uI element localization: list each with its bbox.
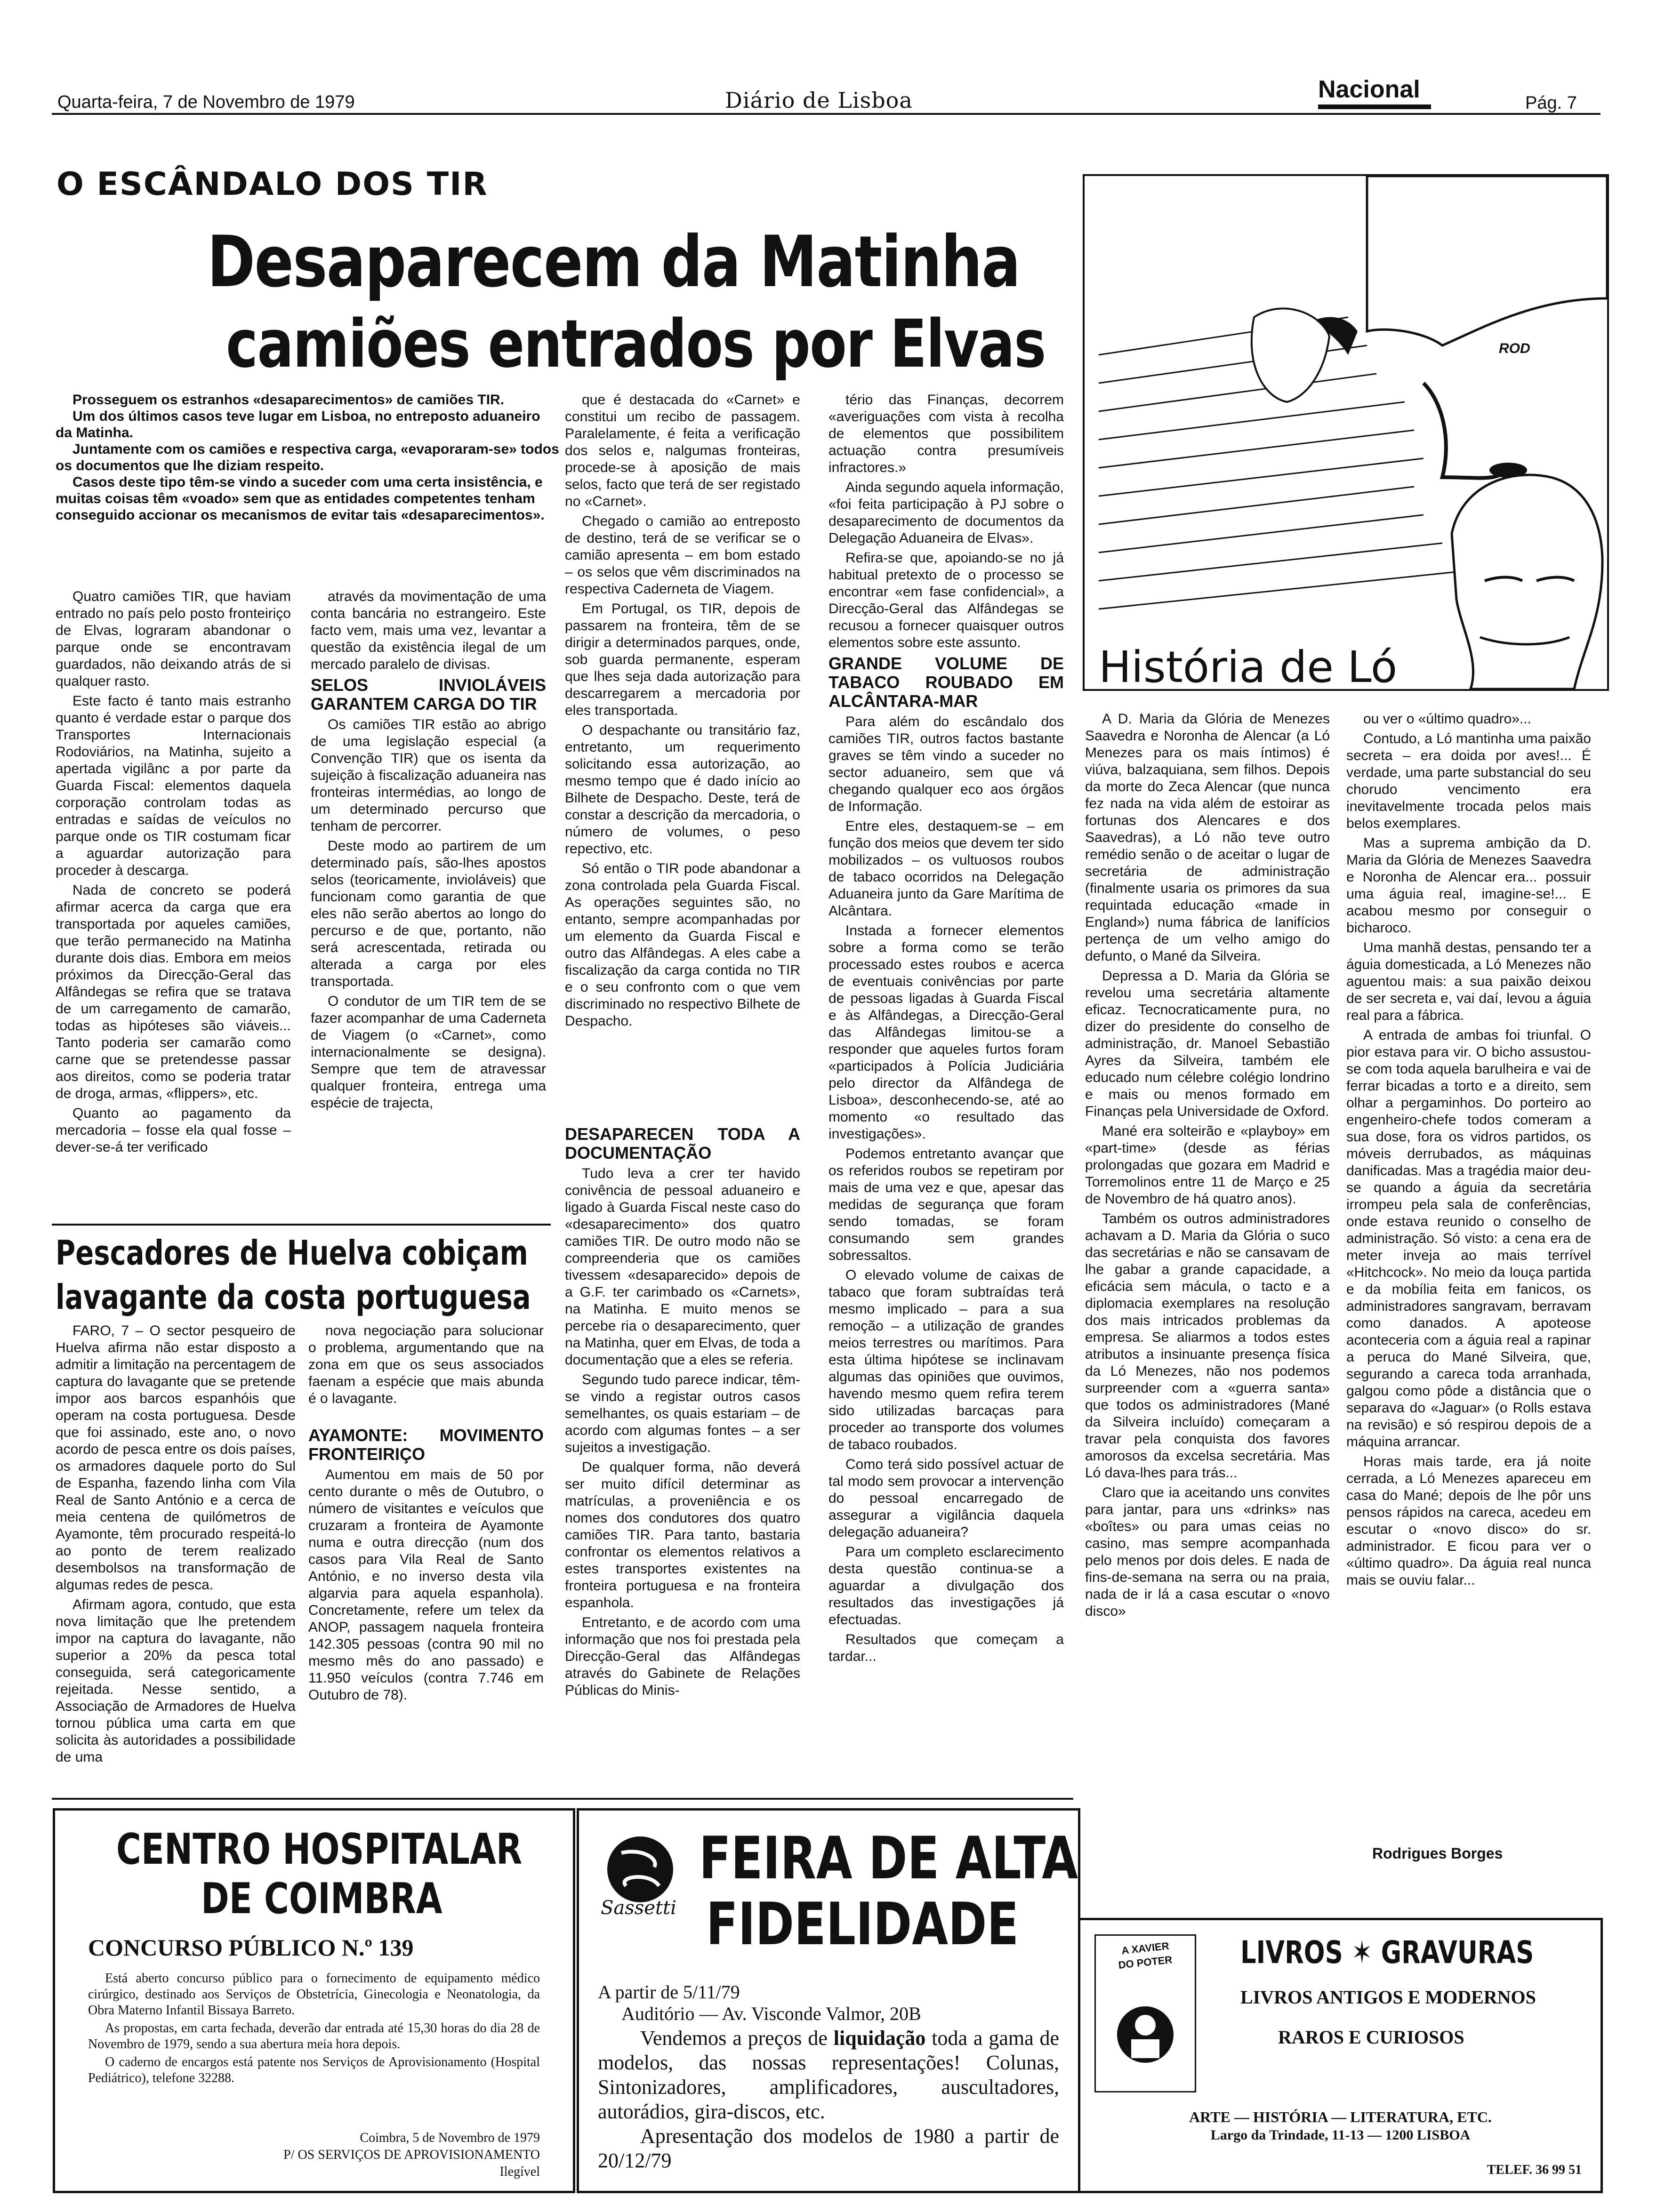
body-paragraph: Este facto é tanto mais estranho quanto é verdade estar o parque dos Transportes Internacionais Rodoviários, na Matinha, sujeito a apertada vigilânc a por parte da Guarda Fiscal: elementos daquela corporação controlam todas as entradas e saídas de veículos no parque onde os TIR costumam ficar a aguardar autorização para proceder à descarga. xyxy=(56,693,291,878)
huelva-headline-2: lavagante da costa portuguesa xyxy=(56,1277,531,1317)
sassetti-title-1: FEIRA DE ALTA xyxy=(699,1825,1078,1892)
body-paragraph: Refira-se que, apoiando-se no já habitual pretexto de o processo se encontrar «em fase confidencial», a Direcção-Geral das Alfândegas se recusou a fornecer quaisquer outros elementos sobre este assunto. xyxy=(828,550,1064,650)
livros-title: LIVROS ✶ GRAVURAS xyxy=(1240,1934,1534,1971)
sassetti-body xyxy=(598,2026,1059,2173)
body-paragraph: A entrada de ambas foi triunfal. O pior estava para vir. O bicho assustou-se com toda aquela barulheira e vai de ferrar bicadas a torto e a direito, sem olhar a pergaminhos. Do porteiro ao engenheiro-chefe todos comeram a sua dose, fora os vidros partidos, os móveis derrubados, as máquinas danificadas. Mas a tragédia maior deu-se quando a águia da secretária irrompeu pela sala de conferências, onde estava reunido o conselho de administração. Só visto: a cena era de meter inveja ao mais terrível «Hitchcock». No meio da louça partida e da mobília feita em fanicos, os administradores sangravam, berravam como danados. A apoteose aconteceria com a águia real a rapinar a peruca do Mané Silveira, que, segurando a careca toda arranhada, galgou como pôde a distância que o separava do «Jaguar» (o Rolls estava na revisão) e só respirou depois de a máquina arrancar. xyxy=(1346,1027,1591,1450)
body-paragraph: Uma manhã destas, pensando ter a águia domesticada, a Ló Menezes não aguentou mais: a sua paixão deixou de ser secreta e, vai daí, levou a águia real para a fábrica. xyxy=(1346,940,1591,1023)
body-paragraph: Aumentou em mais de 50 por cento durante o mês de Outubro, o número de visitantes e veículos que cruzaram a fronteira de Ayamonte numa e outra direcção (num dos casos para Vila Real de Santo António, e no inverso desta vila algarvia para aquela espanhola). Concretamente, refere um telex da ANOP, passagem naquela fronteira 142.305 pessoas (contra 90 mil no mesmo mês do ano passado) e 11.950 veículos (contra 7.746 em Outubro de 78). xyxy=(308,1467,544,1703)
livros-logo-figure xyxy=(1105,1978,1185,2082)
column-title: História de Ló xyxy=(1094,642,1402,691)
hospital-signature: Ilegível xyxy=(499,2164,540,2179)
body-paragraph: Para um completo esclarecimento desta questão continua-se a aguardar a divulgação dos resultados das investigações já efectuadas. xyxy=(828,1544,1064,1627)
main-column-3b xyxy=(565,1125,800,1784)
sassetti-presentation: Apresentação dos modelos de 1980 a partir de 20/12/79 xyxy=(598,2124,1059,2172)
body-paragraph: Depressa a D. Maria da Glória se revelou uma secretária altamente eficaz. Tecnocraticamente pura, no dizer do presidente do conselho de administração, dr. Manoel Sebastião Ayres da Silveira, também ele educado num célebre colégio londrino e mais ou menos formado em Finanças pela Universidade de Oxford. xyxy=(1085,968,1330,1119)
lead-paragraph: Um dos últimos casos teve lugar em Lisboa, no entreposto aduaneiro da Matinha. xyxy=(56,409,540,441)
body-paragraph: Podemos entretanto avançar que os referidos roubos se repetiram por mais de uma vez e que, apesar das medidas de segurança que foram sendo tomadas, se foram consumando sem grandes sobressaltos. xyxy=(828,1146,1064,1263)
body-paragraph: que é destacada do «Carnet» e constitui um recibo de passagem. Paralelamente, é feita a verificação dos selos e, nalgumas fronteiras, procede-se à aposição de mais selos, facto que terá de ser registado no «Carnet». xyxy=(565,392,800,509)
sassetti-brand: Sassetti xyxy=(601,1897,676,1919)
subhead-tabaco: GRANDE VOLUME DE TABACO ROUBADO EM ALCÂNTARA-MAR xyxy=(828,654,1064,711)
sassetti-body-rest: toda a gama de modelos, das nossas representações! Colunas, Sintonizadores, amplificadores, auscultadores, autorádios, gira-discos, etc. xyxy=(598,2027,1060,2123)
body-paragraph: Resultados que começam a tardar... xyxy=(828,1632,1064,1664)
body-paragraph: Só então o TIR pode abandonar a zona controlada pela Guarda Fiscal. As operações seguintes são, no entanto, sempre acompanhadas por um elemento da Guarda Fiscal e outro das Alfândegas. A eles cabe a fiscalização da carga contida no TIR e o seu confronto com o que vem discriminado no respectivo Bilhete de Despacho. xyxy=(565,861,800,1029)
ads-top-rule xyxy=(52,1798,1073,1800)
body-paragraph: Segundo tudo parece indicar, têm-se vindo a registar outros casos semelhantes, os quais estariam – de acordo com algumas fontes – a ser sujeitos a investigação. xyxy=(565,1372,800,1455)
lead-paragraphs xyxy=(56,392,559,570)
hospital-body xyxy=(88,1971,540,2088)
body-paragraph: Claro que ia aceitando uns convites para jantar, para uns «drinks» nas «boîtes» ou para umas ceias no casino, mas sempre acompanhada pelo menos por dois deles. E nada de fins-de-semana na serra ou na praia, nada de ir lá a casa escutar o «novo disco» xyxy=(1085,1485,1330,1619)
body-paragraph: Em Portugal, os TIR, depois de passarem na fronteira, têm de se dirigir a determinados parques, onde, sob guarda permanente, esperam que lhes seja dada autorização para descarregarem a mercadoria por eles transportada. xyxy=(565,601,800,718)
body-paragraph: através da movimentação de uma conta bancária no estrangeiro. Este facto vem, mais uma vez, levantar a questão da existência ilegal de um mercado paralelo de divisas. xyxy=(311,589,546,672)
main-column-4 xyxy=(828,392,1064,1785)
body-paragraph: Quanto ao pagamento da mercadoria – fosse ela qual fosse – dever-se-á ter verificado xyxy=(56,1106,291,1155)
body-paragraph: Tudo leva a crer ter havido conivência de pessoal aduaneiro e ligado à Guarda Fiscal neste caso do «desaparecimento» dos quatro camiões TIR. De outro modo não se compreenderia que os camiões tivessem «desaparecido» depois de a G.F. ter carimbado os «Carnets», na Matinha. E muito menos se percebe ria o desaparecimento, quer na Matinha, quer em Elvas, de toda a documentação que a eles se referia. xyxy=(565,1166,800,1368)
livros-line-1: LIVROS ANTIGOS E MODERNOS xyxy=(1240,1987,1536,2008)
livros-line-2: RAROS E CURIOSOS xyxy=(1278,2027,1464,2048)
body-paragraph: ou ver o «último quadro»... xyxy=(1363,711,1531,727)
livros-line-3: ARTE — HISTÓRIA — LITERATURA, ETC. xyxy=(1189,2108,1492,2125)
cartoon-illustration xyxy=(1083,174,1609,691)
section-name: Nacional xyxy=(1318,76,1420,103)
body-paragraph: Entre eles, destaquem-se – em função dos meios que devem ter sido mobilizados – os vultuosos roubos de tabaco ocorridos na Delegação Aduaneira junto da Gare Marítima de Alcântara. xyxy=(828,818,1064,919)
livros-logo-text-2: DO POTER xyxy=(1118,1954,1173,1971)
header-rule xyxy=(52,113,1601,115)
sassetti-title-2: FIDELIDADE xyxy=(706,1891,1019,1958)
subhead-documentacao: DESAPARECEN TODA A DOCUMENTAÇÃO xyxy=(565,1125,800,1162)
livros-logo xyxy=(1094,1934,1196,2092)
body-paragraph: Mas a suprema ambição da D. Maria da Glória de Menezes Saavedra e Noronha de Alencar era... possuir uma águia real, imagine-se!... E acabou mesmo por conseguir o bicharoco. xyxy=(1346,835,1591,936)
headline-line-2: camiões entrados por Elvas xyxy=(226,306,1046,383)
lo-column-1 xyxy=(1085,711,1330,1850)
hospital-paragraph: O caderno de encargos está patente nos Serviços de Aprovisionamento (Hospital Pediátrico), telefone 32288. xyxy=(88,2055,540,2085)
ad-sassetti xyxy=(577,1808,1080,2193)
sassetti-date-line: A partir de 5/11/79 xyxy=(598,1981,740,2003)
main-column-3 xyxy=(565,392,800,1126)
main-column-2 xyxy=(311,588,546,1224)
body-paragraph: Chegado o camião ao entreposto de destino, terá de se verificar se o camião apresenta – em bom estado – os selos que vêm discriminados na respectiva Caderneta de Viagem. xyxy=(565,513,800,597)
newspaper-title: Diário de Lisboa xyxy=(725,88,913,113)
lead-paragraph: Casos deste tipo têm-se vindo a suceder com uma certa insistência, e muitas coisas têm «voado» sem que as entidades competentes tenham conseguido accionar os mecanismos de evitar tais «desaparecimentos». xyxy=(56,474,545,523)
cartoon-signature: ROD xyxy=(1499,341,1530,356)
body-paragraph: tério das Finanças, decorrem «averiguações com vista à recolha de elementos que possibilitem actuação contra presumíveis infractores.» xyxy=(828,392,1064,475)
section-underline xyxy=(1318,104,1431,109)
hospital-title-2: DE COIMBRA xyxy=(201,1874,442,1923)
lo-column-2 xyxy=(1346,711,1591,1807)
body-paragraph: Instada a fornecer elementos sobre a forma como se terão processado estes roubos e acerca de eventuais conivências por parte de pessoas ligadas à Guarda Fiscal e às Alfândegas, a Direcção-Geral das Alfândegas limitou-se a responder que aqueles furtos foram «participados à Polícia Judiciária pelo director da Alfândega de Lisboa», desconhecendo-se, até ao momento «o resultado das investigações». xyxy=(828,923,1064,1142)
ad-hospital xyxy=(53,1808,575,2193)
body-paragraph: Afirmam agora, contudo, que esta nova limitação que lhe pretendem impor na captura do lavagante, não superior a 20% da pesca total conseguida, será categoricamente rejeitada. Nesse sentido, a Associação de Armadores de Huelva tornou pública uma carta em que solicita às autoridades a possibilidade de uma xyxy=(56,1597,296,1765)
body-paragraph: Quatro camiões TIR, que haviam entrado no país pelo posto fronteiriço de Elvas, lograram abandonar o parque onde se encontravam guardados, não deixando atrás de si qualquer rasto. xyxy=(56,589,291,689)
hospital-title-1: CENTRO HOSPITALAR xyxy=(116,1825,523,1874)
body-paragraph: Ainda segundo aquela informação, «foi feita participação à PJ sobre o desaparecimento de documentos da Delegação Aduaneira de Elvas». xyxy=(828,480,1064,546)
hospital-paragraph: Está aberto concurso público para o fornecimento de equipamento médico cirúrgico, destinado aos Serviços de Obstetrícia, Ginecologia e Neonatologia, da Obra Materno Infantil Bissaya Barreto. xyxy=(88,1971,540,2018)
subhead-ayamonte: AYAMONTE: MOVIMENTO FRONTEIRIÇO xyxy=(308,1426,544,1464)
body-paragraph: De qualquer forma, não deverá ser muito difícil determinar as matrículas, a proveniência e os nomes dos condutores dos quatro camiões TIR. Para tanto, bastaria confrontar os elementos relativos a estes transportes existentes na fronteira portuguesa e na fronteira espanhola. xyxy=(565,1459,800,1611)
lead-paragraph: Juntamente com os camiões e respectiva carga, «evaporaram-se» todos os documentos que lhe diziam respeito. xyxy=(56,441,559,473)
huelva-column-1 xyxy=(56,1322,296,1788)
body-paragraph: O elevado volume de caixas de tabaco que foram subtraídas terá mesmo implicado – para a sua remoção – a utilização de grandes meios terrestres ou marítimos. Para esta última hipótese se inclinavam algumas das opiniões que ouvimos, havendo mesmo quem refira terem sido utilizadas barcaças para proceder ao transporte dos volumes de tabaco roubados. xyxy=(828,1267,1064,1452)
livros-phone: TELEF. 36 99 51 xyxy=(1487,2163,1582,2177)
sassetti-address: Auditório — Av. Visconde Valmor, 20B xyxy=(621,2003,921,2024)
body-paragraph: Também os outros administradores achavam a D. Maria da Glória o suco das secretárias e não se cansavam de lhe gabar a grande capacidade, a eficácia sem mácula, o tacto e a diplomacia exemplares na resolução dos mais intricados problemas da empresa. Se aliarmos a todos estes atributos a insinuante presença física da Ló Menezes, não nos podemos surpreender com a «guerra santa» que todos os administradores (Mané da Silveira incluído) começaram a travar pela conquista dos favores amorosos da excelsa secretária. Mas Ló dava-lhes para trás... xyxy=(1085,1211,1330,1481)
kicker: O ESCÂNDALO DOS TIR xyxy=(56,166,488,203)
body-paragraph: A D. Maria da Glória de Menezes Saavedra e Noronha de Alencar (a Ló Menezes para os mais íntimos) é viúva, balzaquiana, sem filhos. Depois da morte do Zeca Alencar (que nunca fez nada na vida além de estoirar as fortunas dos Alencares e dos Saavedras), a Ló não teve outro remédio senão o de aceitar o lugar de secretária de administração (finalmente usaria os primores da sua requintada educação «made in England») numa fábrica de lanifícios pertença de um velho amigo do defunto, o Mané da Silveira. xyxy=(1085,711,1330,964)
body-paragraph: FARO, 7 – O sector pesqueiro de Huelva afirma não estar disposto a admitir a limitação na percentagem de captura do lavagante que se pretende impor aos barcos espanhóis que operam na costa portuguesa. Desde que foi assinado, este ano, o novo acordo de pesca entre os dois países, os armadores daquele porto do Sul de Espanha, fazendo linha com Vila Real de Santo António e a cerca de meia centena de quilómetros de Ayamonte, têm procurado respeitá-lo ao ponto de terem realizado desembolsos na transformação de algumas redes de pesca. xyxy=(56,1323,296,1593)
body-paragraph: Contudo, a Ló mantinha uma paixão secreta – era doida por aves!... É verdade, uma parte substancial do seu chorudo vencimento era inevitavelmente trocada pelos mais belos exemplares. xyxy=(1346,731,1591,831)
huelva-headline-1: Pescadores de Huelva cobiçam xyxy=(56,1233,528,1273)
body-paragraph: Deste modo ao partirem de um determinado país, são-lhes apostos selos (teoricamente, invioláveis) que funcionam como garantia de que eles não serão abertos ao longo do percurso e de que, portanto, não será acrescentada, retirada ou alterada a carga por eles transportada. xyxy=(311,838,546,989)
livros-line-4: Largo da Trindade, 11-13 — 1200 LISBOA xyxy=(1210,2127,1471,2143)
huelva-column-2 xyxy=(308,1322,544,1788)
body-paragraph: Para além do escândalo dos camiões TIR, outros factos bastante graves se têm vindo a suceder no sector aduaneiro, sem que vá chegando qualquer eco aos órgãos de Informação. xyxy=(828,714,1064,814)
lead-paragraph: Prosseguem os estranhos «desaparecimentos» de camiões TIR. xyxy=(72,392,505,408)
body-paragraph: Horas mais tarde, era já noite cerrada, a Ló Menezes apareceu em casa do Mané; depois de lhe pôr uns pensos rápidos na careca, acedeu em escutar o «novo disco» do sr. administrador. E ficou para ver o «último quadro». Da águia real nunca mais se ouviu falar... xyxy=(1346,1454,1591,1588)
body-paragraph: Nada de concreto se poderá afirmar acerca da carga que era transportada por aqueles camiões, que terão permanecido na Matinha durante dois dias. Embora em meios próximos da Direcção-Geral das Alfândegas se refira que se tratava de um carregamento de camarão, todas as hipóteses são viáveis... Tanto poderia ser camarão como carne que se pretendesse passar aos direitos, como se poderia tratar de droga, armas, «flippers», etc. xyxy=(56,882,291,1101)
hospital-paragraph: As propostas, em carta fechada, deverão dar entrada até 15,30 horas do dia 28 de Novembro de 1979, sendo a sua abertura meia hora depois. xyxy=(88,2021,540,2052)
sassetti-logo xyxy=(598,1834,683,1919)
body-paragraph: O condutor de um TIR tem de se fazer acompanhar de uma Caderneta de Viagem (o «Carnet», como internacionalmente se designa). Sempre que tem de atravessar qualquer fronteira, entrega uma espécie de trajecta, xyxy=(311,994,546,1111)
body-paragraph: Os camiões TIR estão ao abrigo de uma legislação especial (a Convenção TIR) que os isenta da sujeição à fiscalização aduaneira nas fronteiras intermédias, ao longo de um determinado percurso que tenham de percorrer. xyxy=(311,717,546,834)
ad-livros xyxy=(1078,1918,1603,2193)
huelva-top-rule xyxy=(52,1224,551,1226)
body-paragraph: nova negociação para solucionar o problema, argumentando que na zona em que os seus associados faenam a espécie que mais abunda é o lavagante. xyxy=(308,1323,544,1406)
sassetti-body-start: Vendemos a preços de xyxy=(640,2027,828,2050)
body-paragraph: Entretanto, e de acordo com uma informação que nos foi prestada pela Direcção-Geral das Alfândegas através do Gabinete de Relações Públicas do Minis- xyxy=(565,1615,800,1698)
byline: Rodrigues Borges xyxy=(1372,1845,1503,1862)
main-column-1 xyxy=(56,588,291,1224)
hospital-subtitle: CONCURSO PÚBLICO N.º 139 xyxy=(88,1934,414,1961)
livros-logo-text-1: A XAVIER xyxy=(1121,1940,1170,1957)
headline-line-1: Desaparecem da Matinha xyxy=(207,221,1020,303)
sassetti-body-bold: liquidação xyxy=(833,2027,926,2050)
cartoon-drawing xyxy=(1085,176,1607,689)
page-number: Pág. 7 xyxy=(1525,93,1577,113)
issue-date: Quarta-feira, 7 de Novembro de 1979 xyxy=(57,92,355,112)
hospital-place-date: Coimbra, 5 de Novembro de 1979 xyxy=(360,2131,540,2145)
body-paragraph: O despachante ou transitário faz, entretanto, um requerimento solicitando essa autorização, ao mesmo tempo que é dado início ao Bilhete de Despacho. Deste, terá de constar a descrição da mercadoria, o número de volumes, o peso repectivo, etc. xyxy=(565,722,800,857)
subhead-selos: SELOS INVIOLÁVEIS GARANTEM CARGA DO TIR xyxy=(311,675,546,713)
hospital-signoff: P/ OS SERVIÇOS DE APROVISIONAMENTO xyxy=(283,2148,540,2162)
body-paragraph: Como terá sido possível actuar de tal modo sem provocar a intervenção do pessoal encarregado de assegurar a vigilância daquela delegação aduaneira? xyxy=(828,1457,1064,1540)
body-paragraph: Mané era solteirão e «playboy» em «part-time» (desde as férias prolongadas que gozara em Madrid e Torremolinos entre 11 de Março e 25 de Novembro de há quatro anos). xyxy=(1085,1123,1330,1207)
